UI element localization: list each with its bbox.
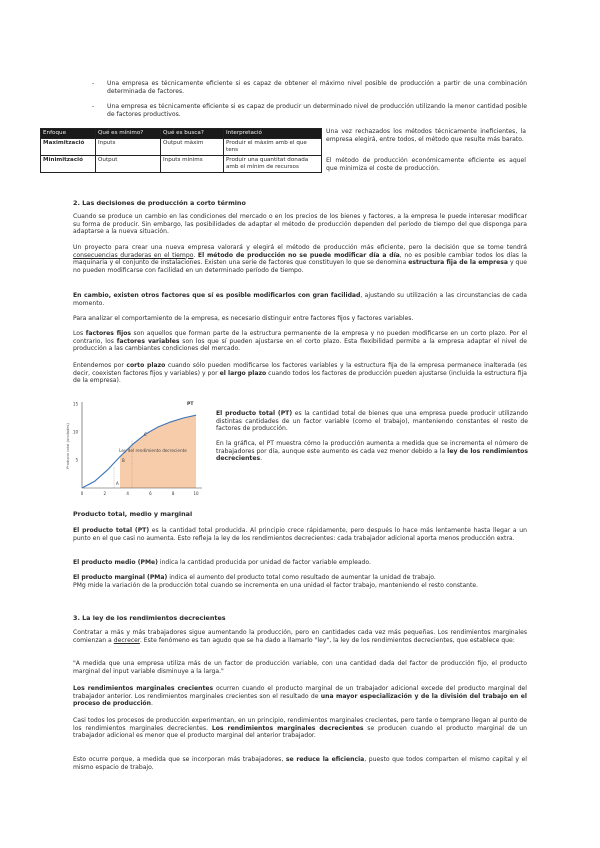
section-3-paragraph-5: Esto ocurre porque, a medida que se incorporan más trabajadores, se reduce la eficiencia, puesto que todos comparten el mismo capital y el mismo espacio de trabajo. <box>73 756 527 771</box>
table-cell: Minimització <box>41 156 96 173</box>
section-2-paragraph-6: Entendemos por corto plazo cuando sólo pueden modificarse los factores variables y la estructura fija de la empresa permanece inalterada (es decir, coexisten factores fijos y variables) y por el largo plazo cuando todos los factores de producción pueden ajustarse (incluida la estructura fija de la empresa). <box>73 362 528 385</box>
bullet-marker: - <box>92 103 95 110</box>
y-axis-label: Producto total (unidades) <box>66 423 70 469</box>
table-cell: Produir una quantitat donada amb el mínim de recursos <box>224 156 322 173</box>
chart-text-paragraph-1: El producto total (PT) es la cantidad total de bienes que una empresa puede producir utilizando distintas cantidades de un factor variable (como el trabajo), manteniendo constantes el resto de factores de producción. <box>216 410 528 433</box>
side-paragraph-1: Una vez rechazados los métodos técnicamente ineficientes, la empresa elegirá, entre todos, el método que resulte más barato. <box>326 128 526 143</box>
bullet-text-1: Una empresa es técnicamente eficiente si es capaz de obtener el máximo nivel posible de producción a partir de una combinación determinada de factores. <box>107 80 527 95</box>
table-cell: Produir el màxim amb el que tens <box>224 139 322 156</box>
point-label-b: B <box>122 458 125 463</box>
y-tick-label: 15 <box>72 401 78 407</box>
table-row <box>41 139 322 156</box>
table-header-row <box>41 129 322 139</box>
region-label: Ley del rendimiento decreciente <box>119 448 187 453</box>
table-cell: Output màxim <box>161 139 224 156</box>
point-label-a: A <box>116 481 119 486</box>
table-cell: Output <box>96 156 161 173</box>
section-3-paragraph-4: Casi todos los procesos de producción experimentan, en un principio, rendimientos marginales crecientes, pero tarde o temprano llegan al punto de los rendimientos marginales decrecientes. Los rendimientos marginales decrecientes se producen cuando el producto marginal de un trabajador adicional es menor que el producto marginal del anterior trabajador. <box>73 717 527 740</box>
section-pt-paragraph-1: El producto total (PT) es la cantidad total producida. Al principio crece rápidamente, pero después lo hace más lentamente hasta llegar a un punto en el que casi no aumenta. Esto refleja la ley de los rendimientos decrecientes: cada trabajador adicional aporta menos producción extra. <box>73 527 527 542</box>
section-pt-title: Producto total, medio y marginal <box>73 510 193 518</box>
total-product-chart <box>62 396 210 504</box>
section-2-paragraph-5: Los factores fijos son aquellos que forman parte de la estructura permanente de la empresa y no pueden modificarse en un corto plazo. Por el contrario, los factores variables son los que sí pueden ajustarse en el corto plazo. Esta flexibilidad permite a la empresa adaptar el nivel de producción a las cambiantes condiciones del mercado. <box>73 330 528 353</box>
table-header-cell: Qué es busca? <box>161 129 224 139</box>
point-label-c: C <box>144 432 147 437</box>
section-2-paragraph-3: En cambio, existen otros factores que sí es posible modificarlos con gran facilidad, ajustando su utilización a las circunstancias de cada momento. <box>73 292 527 307</box>
section-3-paragraph-3: Los rendimientos marginales crecientes ocurren cuando el producto marginal de un trabajador adicional excede del producto marginal del trabajador anterior. Los rendimientos marginales crecientes son el resultado de una mayor especialización y de la división del trabajo en el proceso de producción. <box>73 685 527 708</box>
section-2-paragraph-1: Cuando se produce un cambio en las condiciones del mercado o en los precios de los bienes y factores, a la empresa le puede interesar modificar su forma de producir. Sin embargo, las posibilidades de adaptar el método de producción dependen del período de tiempo del que disponga para adaptarse a la nueva situación. <box>73 213 527 236</box>
x-tick-label: 0 <box>80 491 84 496</box>
section-3-title: 3. La ley de los rendimientos decrecientes <box>73 614 226 622</box>
table-cell: Maximització <box>41 139 96 156</box>
section-2-title: 2. Las decisiones de producción a corto término <box>73 199 246 207</box>
x-tick-label: 6 <box>149 491 152 496</box>
section-3-paragraph-1: Contratar a más y más trabajadores sigue aumentando la producción, pero en cantidades cada vez más pequeñas. Los rendimientos marginales comienzan a decrecer. Este fenómeno es tan agudo que se ha dado a llamarlo "ley", la ley de los rendimientos decrecientes, que establece que: <box>73 629 527 644</box>
chart-text-paragraph-2: En la gráfica, el PT muestra cómo la producción aumenta a medida que se incrementa el número de trabajadores por día, aunque este aumento es cada vez menor debido a la ley de los rendimientos decrecientes. <box>216 440 528 463</box>
bullet-marker: - <box>92 80 95 87</box>
bullet-text-2: Una empresa es técnicamente eficiente si es capaz de producir un determinado nivel de producción utilizando la menor cantidad posible de factores productivos. <box>107 103 527 118</box>
x-tick-label: 2 <box>103 491 107 496</box>
y-tick-label: 5 <box>75 457 78 463</box>
table-cell: Inputs <box>96 139 161 156</box>
table-row <box>41 156 322 173</box>
table-cell: Inputs mínims <box>161 156 224 173</box>
section-3-quote: "A medida que una empresa utiliza más de un factor de producción variable, con una cantidad dada del factor de producción fijo, el producto marginal del input variable disminuye a la larga." <box>73 660 527 675</box>
curve-label: PT <box>187 402 194 407</box>
section-2-paragraph-4: Para analizar el comportamiento de la empresa, es necesario distinguir entre factores fijos y factores variables. <box>73 315 414 322</box>
section-pt-paragraph-2: El producto medio (PMe) indica la cantidad producida por unidad de factor variable empleado. <box>73 559 371 566</box>
x-tick-label: 10 <box>193 491 199 496</box>
table-header-cell: Qué es mínimo? <box>96 129 161 139</box>
table-header-cell: Enfoque <box>41 129 96 139</box>
table-header-cell: Interpretació <box>224 129 322 139</box>
x-tick-label: 4 <box>126 491 129 496</box>
efficiency-table <box>40 128 322 173</box>
section-2-paragraph-2: Un proyecto para crear una nueva empresa valorará y elegirá el método de producción más eficiente, pero la decisión que se tome tendrá consecuencias duraderas en el tiempo. El método de producción no se puede modificar día a día, no es posible cambiar todos los días la maquinaria y el conjunto de instalaciones. Existen una serie de factores que constituyen lo que se denomina estructura fija de la empresa y que no pueden modificarse con facilidad en un determinado período de tiempo. <box>73 244 528 274</box>
section-pt-paragraph-3: El producto marginal (PMa) indica el aumento del producto total como resultado de aumentar la unidad de trabajo. PMg mide la variación de la producción total cuando se incrementa en una unidad el factor trabajo, manteniendo el resto constante. <box>73 574 479 589</box>
x-tick-label: 8 <box>171 491 175 496</box>
y-tick-label: 10 <box>72 429 78 435</box>
side-paragraph-2: El método de producción económicamente eficiente es aquel que minimiza el coste de producción. <box>326 157 526 172</box>
